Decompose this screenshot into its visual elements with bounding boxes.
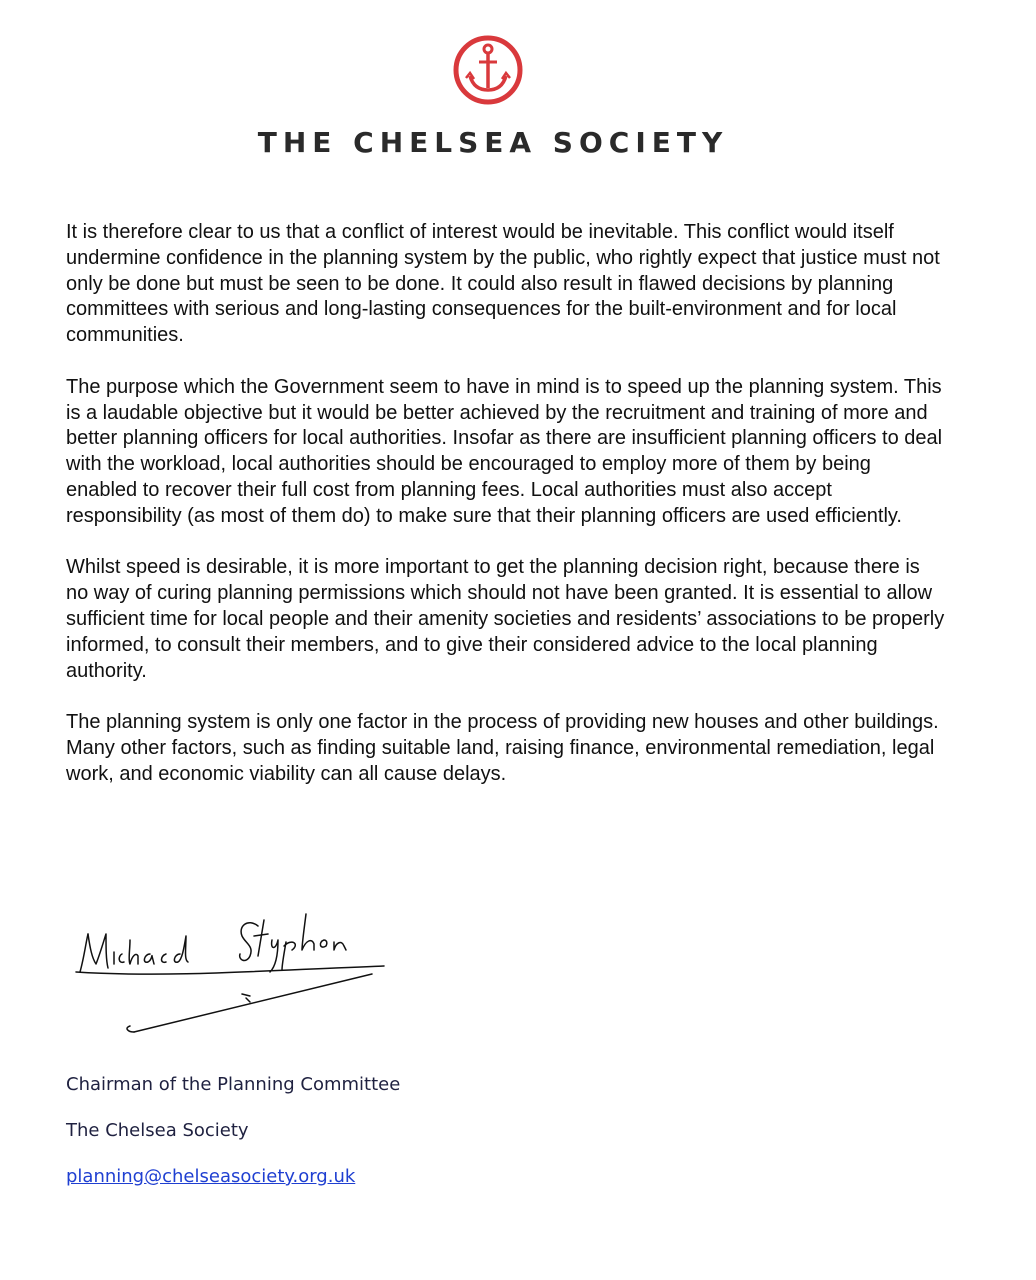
- signatory-role: Chairman of the Planning Committee: [66, 1074, 401, 1095]
- paragraph: Whilst speed is desirable, it is more important to get the planning decision right, because there is no way of curing planning permissions which should not have been granted. It is essential to allow sufficient time for local people and their amenity societies and residents’ associations to be properly informed, to consult their members, and to give their considered advice to the local planning authority.: [66, 556, 945, 682]
- organisation-name: THE CHELSEA SOCIETY: [257, 126, 729, 159]
- letter-body: [66, 220, 946, 813]
- signatory-organisation: The Chelsea Society: [66, 1120, 249, 1141]
- paragraph: It is therefore clear to us that a conflict of interest would be inevitable. This conflict would itself undermine confidence in the planning system by the public, who rightly expect that justice must not only be done but must be seen to be done. It could also result in flawed decisions by planning committees with serious and long-lasting consequences for the built-environment and for local communities.: [66, 221, 940, 347]
- email-link[interactable]: planning@chelseasociety.org.uk: [66, 1166, 356, 1187]
- anchor-icon: [452, 32, 524, 108]
- handwritten-signature: [72, 898, 402, 1046]
- paragraph: The purpose which the Government seem to have in mind is to speed up the planning system. This is a laudable objective but it would be better achieved by the recruitment and training of more and better planning officers for local authorities. Insofar as there are insufficient planning officers to deal with the workload, local authorities should be encouraged to employ more of them by being enabled to recover their full cost from planning fees. Local authorities must also accept responsibility (as most of them do) to make sure that their planning officers are used efficiently.: [66, 375, 943, 527]
- paragraph: The planning system is only one factor in the process of providing new houses and other buildings. Many other factors, such as finding suitable land, raising finance, environmental remediation, legal work, and economic viability can all cause delays.: [66, 711, 939, 785]
